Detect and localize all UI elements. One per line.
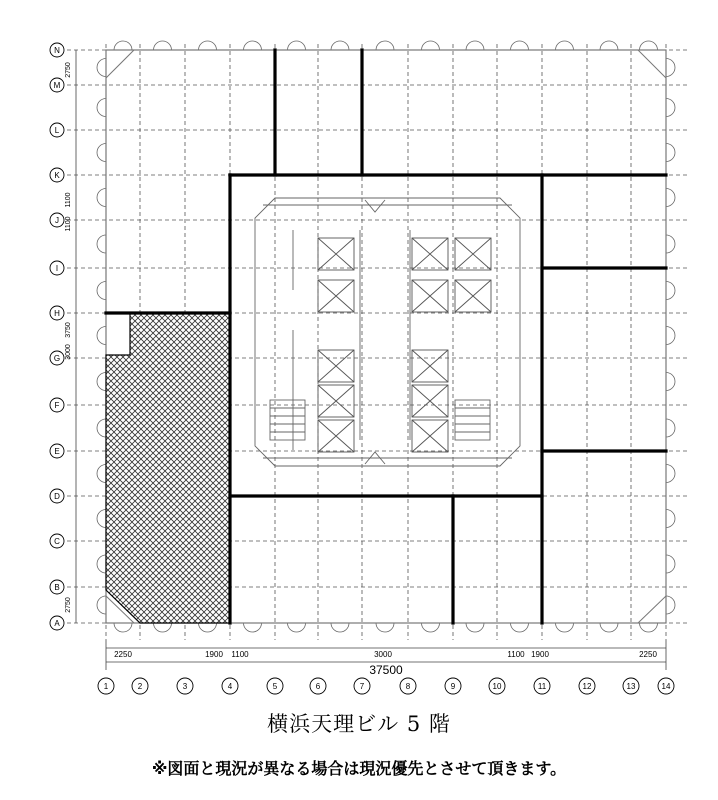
svg-text:11: 11 bbox=[537, 682, 547, 691]
svg-text:14: 14 bbox=[661, 682, 671, 691]
bottom-dimension-4: 1100 bbox=[507, 650, 525, 659]
column-label-13 bbox=[623, 678, 639, 694]
svg-text:7: 7 bbox=[359, 682, 365, 691]
svg-text:K: K bbox=[54, 171, 60, 180]
svg-text:H: H bbox=[54, 309, 60, 318]
left-dimensions bbox=[65, 62, 72, 613]
bottom-dimension-3: 3000 bbox=[374, 650, 392, 659]
column-label-5 bbox=[267, 678, 283, 694]
column-label-12 bbox=[579, 678, 595, 694]
left-dimension-5: 2750 bbox=[65, 597, 72, 613]
elevator-shafts bbox=[318, 238, 491, 452]
bottom-dimension-2: 1100 bbox=[231, 650, 249, 659]
svg-text:I: I bbox=[55, 264, 59, 273]
plan-title: 横浜天理ビル 5 階 bbox=[267, 712, 451, 736]
row-label-D bbox=[50, 489, 64, 503]
svg-text:L: L bbox=[54, 126, 60, 135]
svg-text:5: 5 bbox=[272, 682, 278, 691]
row-label-A bbox=[50, 616, 64, 630]
svg-text:F: F bbox=[54, 401, 60, 410]
svg-text:9: 9 bbox=[450, 682, 456, 691]
svg-text:E: E bbox=[54, 447, 60, 456]
row-label-K bbox=[50, 168, 64, 182]
bottom-dimension-0: 2250 bbox=[114, 650, 132, 659]
left-dimension-4: 3000 bbox=[65, 344, 72, 360]
svg-text:M: M bbox=[53, 81, 61, 90]
column-label-10 bbox=[489, 678, 505, 694]
svg-text:8: 8 bbox=[405, 682, 411, 691]
svg-text:13: 13 bbox=[626, 682, 636, 691]
left-dimension-3: 3750 bbox=[65, 322, 72, 338]
left-dimension-1: 1100 bbox=[65, 192, 72, 208]
column-label-6 bbox=[310, 678, 326, 694]
bottom-dimension-5: 1900 bbox=[531, 650, 549, 659]
leased-area bbox=[106, 313, 230, 623]
row-label-H bbox=[50, 306, 64, 320]
row-label-B bbox=[50, 580, 64, 594]
row-label-E bbox=[50, 444, 64, 458]
column-label-14 bbox=[658, 678, 674, 694]
svg-text:C: C bbox=[54, 537, 60, 546]
svg-text:G: G bbox=[53, 354, 61, 363]
row-label-N bbox=[50, 43, 64, 57]
row-label-M bbox=[50, 78, 64, 92]
bottom-dimension-1: 1900 bbox=[205, 650, 223, 659]
row-label-C bbox=[50, 534, 64, 548]
total-dimension: 37500 bbox=[369, 663, 403, 677]
row-label-L bbox=[50, 123, 64, 137]
column-label-2 bbox=[132, 678, 148, 694]
left-dimension-2: 1100 bbox=[65, 216, 72, 232]
svg-text:A: A bbox=[54, 619, 60, 628]
svg-text:3: 3 bbox=[182, 682, 188, 691]
svg-text:D: D bbox=[54, 492, 60, 501]
svg-text:2: 2 bbox=[137, 682, 143, 691]
column-grid-labels bbox=[98, 678, 674, 694]
row-label-F bbox=[50, 398, 64, 412]
column-label-7 bbox=[354, 678, 370, 694]
bottom-dimension-6: 2250 bbox=[639, 650, 657, 659]
column-label-9 bbox=[445, 678, 461, 694]
svg-text:N: N bbox=[54, 46, 60, 55]
row-label-J bbox=[50, 213, 64, 227]
disclaimer-note: ※図面と現況が異なる場合は現況優先とさせて頂きます。 bbox=[151, 759, 567, 778]
row-grid-labels bbox=[50, 43, 64, 630]
row-label-I bbox=[50, 261, 64, 275]
column-label-3 bbox=[177, 678, 193, 694]
svg-text:4: 4 bbox=[227, 682, 233, 691]
left-dimension-0: 2750 bbox=[65, 62, 72, 78]
row-label-G bbox=[50, 351, 64, 365]
column-label-8 bbox=[400, 678, 416, 694]
column-label-11 bbox=[534, 678, 550, 694]
column-label-4 bbox=[222, 678, 238, 694]
svg-text:1: 1 bbox=[103, 682, 109, 691]
svg-text:J: J bbox=[55, 216, 59, 225]
column-label-1 bbox=[98, 678, 114, 694]
svg-text:6: 6 bbox=[315, 682, 321, 691]
svg-text:12: 12 bbox=[582, 682, 592, 691]
svg-text:10: 10 bbox=[492, 682, 502, 691]
svg-text:B: B bbox=[54, 583, 60, 592]
bottom-dimensions bbox=[114, 650, 657, 659]
